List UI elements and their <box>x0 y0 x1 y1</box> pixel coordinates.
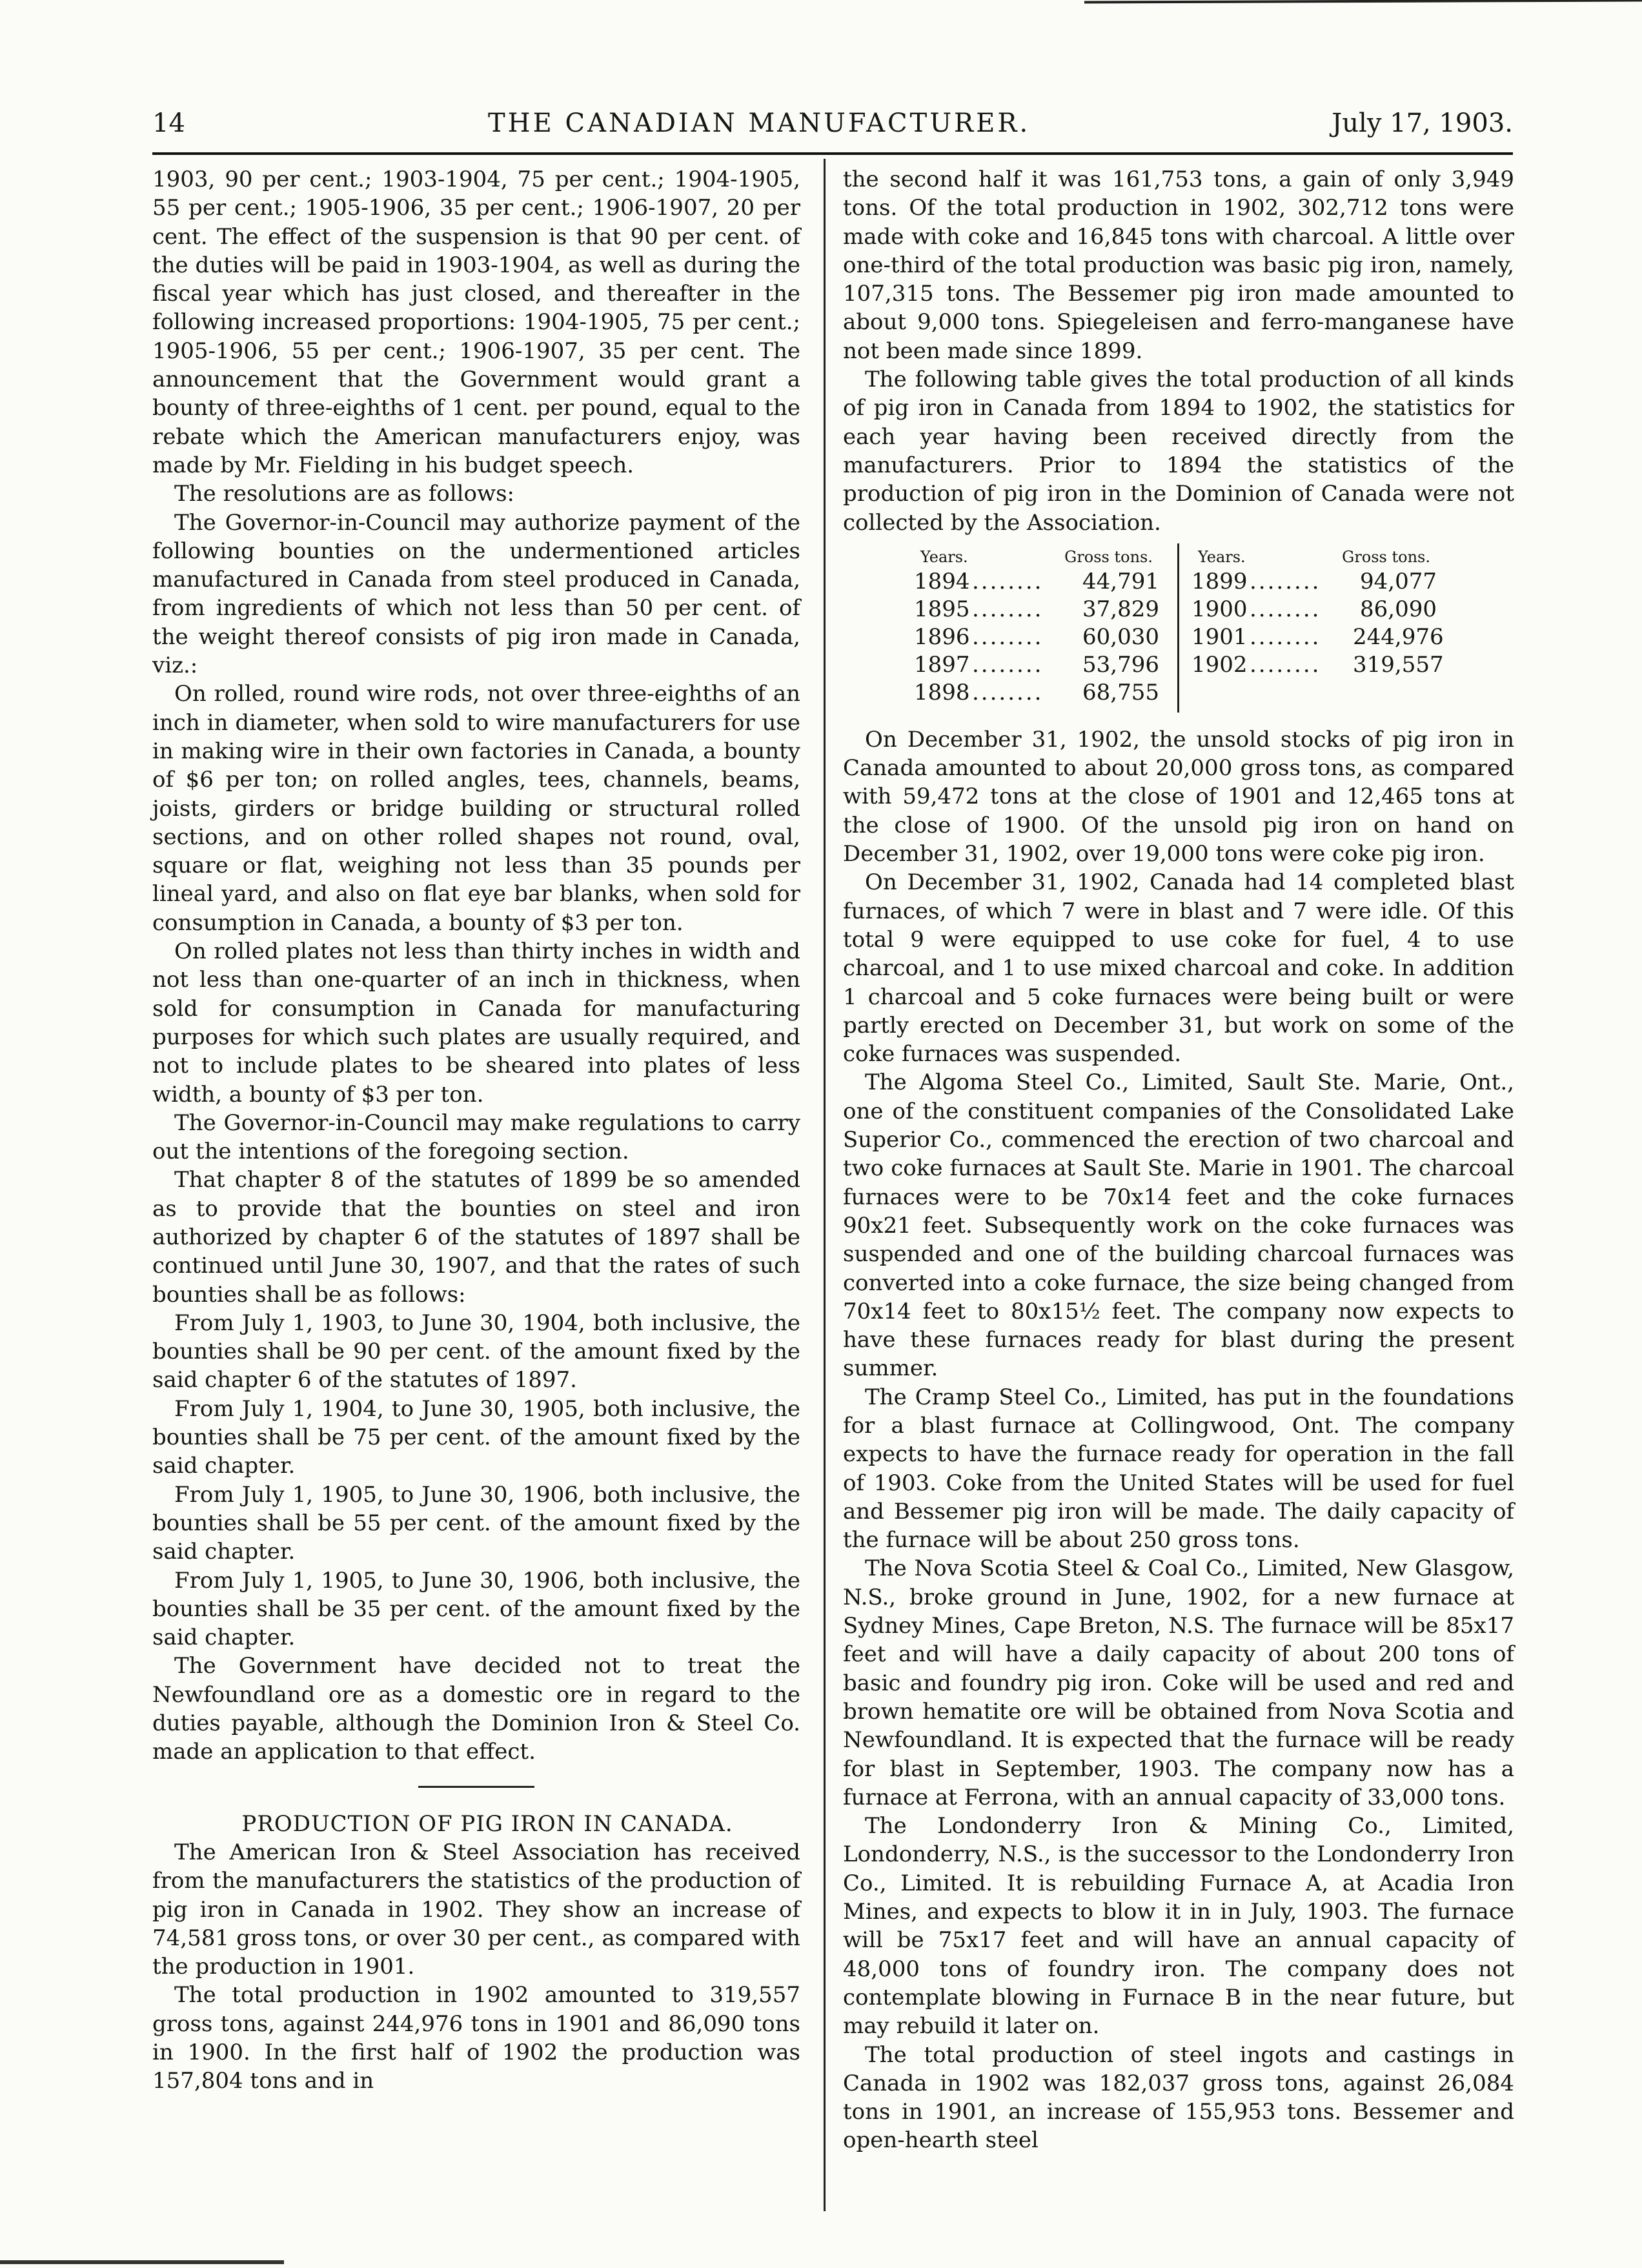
col-header-tons: Gross tons. <box>1064 547 1153 566</box>
tons-cell: 86,090 <box>1360 596 1437 622</box>
table-left-half <box>914 543 1159 707</box>
paragraph: The Governor-in-Council may authorize payment of the following bounties on the undermentioned articles manufactured in Canada from steel produced in Canada, from ingredients of which not less than 50 per cent. of the weight thereof consists of pig iron made in Canada, viz.: <box>152 509 800 679</box>
paragraph: On rolled, round wire rods, not over three-eighths of an inch in diameter, when sold to wire manufacturers for use in making wire in their own factories in Canada, a bounty of $6 per ton; on rolled angles, tees, channels, beams, joists, girders or bridge building or structural rolled sections, and on other rolled shapes not round, oval, square or flat, weighing not less than 35 pounds per lineal yard, and also on flat eye bar blanks, when sold for consumption in Canada, a bounty of $3 per ton. <box>152 681 800 936</box>
tons-cell: 319,557 <box>1353 651 1444 678</box>
tons-cell: 53,796 <box>1082 651 1159 678</box>
column-divider <box>824 159 826 2211</box>
tons-cell: 44,791 <box>1082 568 1159 594</box>
paragraph: From July 1, 1903, to June 30, 1904, both inclusive, the bounties shall be 90 per cent. of the amount fixed by the said chapter 6 of the statutes of 1897. <box>152 1310 800 1393</box>
table-row <box>1191 651 1444 679</box>
paragraph: the second half it was 161,753 tons, a gain of only 3,949 tons. Of the total production in 1902, 302,712 tons were made with coke and 16,845 tons with charcoal. A little over one-third of the total production was basic pig iron, namely, 107,315 tons. The Bessemer pig iron made amounted to about 9,000 tons. Spiegeleisen and ferro-manganese have not been made since 1899. <box>843 167 1514 364</box>
table-row <box>914 596 1159 623</box>
leader-dots: ........ <box>972 651 1044 678</box>
col-header-years: Years. <box>920 547 968 566</box>
year-cell: 1898 <box>914 679 970 705</box>
paragraph: The Cramp Steel Co., Limited, has put in the foundations for a blast furnace at Collingwood, Ont. The company expects to have the furnace ready for operation in the fall of 1903. Coke from the United States will be used for fuel and Bessemer pig iron will be made. The daily capacity of the furnace will be about 250 gross tons. <box>843 1384 1514 1554</box>
bottom-edge-rule <box>0 2260 284 2264</box>
tons-cell: 68,755 <box>1082 679 1159 705</box>
paragraph: The Governor-in-Council may make regulations to carry out the intentions of the foregoing section. <box>152 1109 800 1165</box>
table-row <box>914 623 1159 651</box>
leader-dots: ........ <box>972 568 1044 594</box>
table-row <box>1191 568 1437 596</box>
left-column <box>152 165 800 2096</box>
top-edge-rule <box>1084 0 1642 10</box>
paragraph: The American Iron & Steel Association has received from the manufacturers the statistics of the production of pig iron in Canada in 1902. They show an increase of 74,581 gross tons, or over 30 per cent., as compared with the production in 1901. <box>152 1839 800 1980</box>
year-cell: 1895 <box>914 596 970 622</box>
table-row <box>1191 596 1437 623</box>
paragraph: That chapter 8 of the statutes of 1899 be so amended as to provide that the bounties on steel and iron authorized by chapter 6 of the statutes of 1897 shall be continued until June 30, 1907, and that the rates of such bounties shall be as follows: <box>152 1167 800 1308</box>
leader-dots: ........ <box>1250 623 1321 650</box>
issue-date: July 17, 1903. <box>1332 108 1513 138</box>
leader-dots: ........ <box>1250 651 1321 678</box>
leader-dots: ........ <box>972 623 1044 650</box>
table-header <box>914 543 1159 568</box>
paragraph: The Nova Scotia Steel & Coal Co., Limited, New Glasgow, N.S., broke ground in June, 1902, for a new furnace at Sydney Mines, Cape Breton, N.S. The furnace will be 85x17 feet and will have a daily capacity of about 200 tons of basic and foundry pig iron. Coke will be used and red and brown hematite ore will be obtained from Nova Scotia and Newfoundland. It is expected that the furnace will be ready for blast in September, 1903. The company now has a furnace at Ferrona, with an annual capacity of 33,000 tons. <box>843 1555 1514 1810</box>
table-right-half <box>1191 543 1444 679</box>
page-number: 14 <box>152 108 185 138</box>
paragraph: 1903, 90 per cent.; 1903-1904, 75 per cent.; 1904-1905, 55 per cent.; 1905-1906, 35 per cent.; 1906-1907, 20 per cent. The effect of the suspension is that 90 per cent. of the duties will be paid in 1903-1904, as well as during the fiscal year which has just closed, and thereafter in the following increased proportions: 1904-1905, 75 per cent.; 1905-1906, 55 per cent.; 1906-1907, 35 per cent. The announcement that the Government would grant a bounty of three-eighths of 1 cent. per pound, equal to the rebate which the American manufacturers enjoy, was made by Mr. Fielding in his budget speech. <box>152 167 800 478</box>
section-divider <box>418 1786 534 1788</box>
year-cell: 1900 <box>1191 596 1248 622</box>
tons-cell: 244,976 <box>1353 623 1444 650</box>
paragraph: The Algoma Steel Co., Limited, Sault Ste. Marie, Ont., one of the constituent companies of the Consolidated Lake Superior Co., commenced the erection of two charcoal and two coke furnaces at Sault Ste. Marie in 1901. The charcoal furnaces were to be 70x14 feet and the coke furnaces 90x21 feet. Subsequently work on the coke furnaces was suspended and one of the building charcoal furnaces was converted into a coke furnace, the size being changed from 70x14 feet to 80x15½ feet. The company now expects to have these furnaces ready for blast during the present summer. <box>843 1069 1514 1382</box>
paragraph: The total production in 1902 amounted to 319,557 gross tons, against 244,976 tons in 1901 and 86,090 tons in 1900. In the first half of 1902 the production was 157,804 tons and in <box>152 1982 800 2094</box>
year-cell: 1896 <box>914 623 970 650</box>
paragraph: On December 31, 1902, the unsold stocks of pig iron in Canada amounted to about 20,000 gross tons, as compared with 59,472 tons at the close of 1901 and 12,465 tons at the close of 1900. Of the unsold pig iron on hand on December 31, 1902, over 19,000 tons were coke pig iron. <box>843 726 1514 867</box>
paragraph: On December 31, 1902, Canada had 14 completed blast furnaces, of which 7 were in blast and 7 were idle. Of this total 9 were equipped to use coke for fuel, 4 to use charcoal, and 1 to use mixed charcoal and coke. In addition 1 charcoal and 5 coke furnaces were being built or were partly erected on December 31, but work on some of the coke furnaces was suspended. <box>843 869 1514 1068</box>
table-divider <box>1177 543 1179 713</box>
table-row <box>914 679 1159 707</box>
leader-dots: ........ <box>1250 596 1321 622</box>
paragraph: The total production of steel ingots and castings in Canada in 1902 was 182,037 gross tons, against 26,084 tons in 1901, an increase of 155,953 tons. Bessemer and open-hearth steel <box>843 2041 1514 2154</box>
year-cell: 1901 <box>1191 623 1248 650</box>
masthead-title: THE CANADIAN MANUFACTURER. <box>488 108 1031 138</box>
section-heading: PRODUCTION OF PIG IRON IN CANADA. <box>241 1810 733 1837</box>
paragraph: From July 1, 1904, to June 30, 1905, both inclusive, the bounties shall be 75 per cent. of the amount fixed by the said chapter. <box>152 1395 800 1479</box>
year-cell: 1902 <box>1191 651 1248 678</box>
paragraph: The Government have decided not to treat the Newfoundland ore as a domestic ore in regard to the duties payable, although the Dominion Iron & Steel Co. made an application to that effect. <box>152 1653 800 1765</box>
table-row <box>914 568 1159 596</box>
table-header <box>1191 543 1437 568</box>
col-header-tons: Gross tons. <box>1342 547 1430 566</box>
paragraph: From July 1, 1905, to June 30, 1906, both inclusive, the bounties shall be 55 per cent. of the amount fixed by the said chapter. <box>152 1481 800 1565</box>
production-table <box>914 543 1443 718</box>
year-cell: 1894 <box>914 568 970 594</box>
header-rule <box>152 152 1513 155</box>
tons-cell: 60,030 <box>1082 623 1159 650</box>
year-cell: 1897 <box>914 651 970 678</box>
year-cell: 1899 <box>1191 568 1248 594</box>
paragraph: On rolled plates not less than thirty inches in width and not less than one-quarter of an inch in thickness, when sold for consumption in Canada for manufacturing purposes for which such plates are usually required, and not to include plates to be sheared into plates of less width, a bounty of $3 per ton. <box>152 938 800 1108</box>
paragraph: The resolutions are as follows: <box>174 481 514 507</box>
col-header-years: Years. <box>1198 547 1246 566</box>
tons-cell: 94,077 <box>1360 568 1437 594</box>
tons-cell: 37,829 <box>1082 596 1159 622</box>
leader-dots: ........ <box>972 679 1044 705</box>
paragraph: From July 1, 1905, to June 30, 1906, both inclusive, the bounties shall be 35 per cent. of the amount fixed by the said chapter. <box>152 1567 800 1651</box>
paragraph: The following table gives the total production of all kinds of pig iron in Canada from 1894 to 1902, the statistics for each year having been received directly from the manufacturers. Prior to 1894 the statistics of the production of pig iron in the Dominion of Canada were not collected by the Association. <box>843 367 1514 536</box>
leader-dots: ........ <box>1250 568 1321 594</box>
table-row <box>914 651 1159 679</box>
page-header <box>152 108 1513 146</box>
paragraph: The Londonderry Iron & Mining Co., Limited, Londonderry, N.S., is the successor to the Londonderry Iron Co., Limited. It is rebuilding Furnace A, at Acadia Iron Mines, and expects to blow it in in July, 1903. The furnace will be 75x17 feet and will have an annual capacity of 48,000 tons of foundry iron. The company does not contemplate blowing in Furnace B in the near future, but may rebuild it later on. <box>843 1813 1514 2040</box>
table-row <box>1191 623 1444 651</box>
right-column <box>843 165 1514 2155</box>
leader-dots: ........ <box>972 596 1044 622</box>
